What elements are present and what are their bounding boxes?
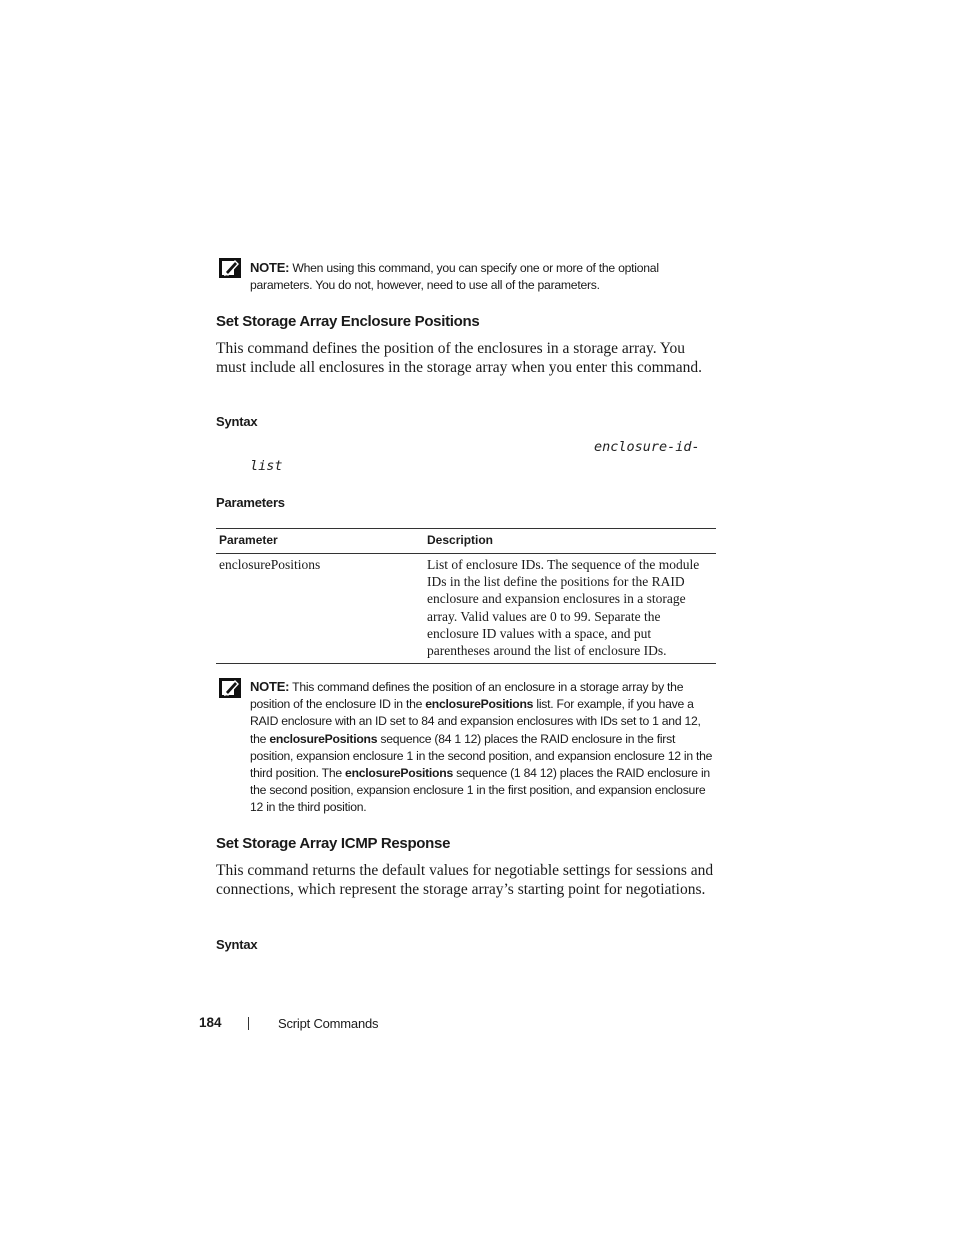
- note-icon: [219, 678, 241, 698]
- note-code-term: enclosurePositions: [345, 766, 453, 781]
- footer-divider: [248, 1017, 249, 1030]
- note-body-part: sequence (84 1 12) places the RAID enclosure in the first position, expansion enclosure 1 in the second position, and expansion enclosure 12 in the third position. The: [250, 731, 713, 781]
- note-text: [250, 678, 716, 817]
- syntax-code-line: list: [250, 458, 283, 474]
- syntax-heading: Syntax: [216, 414, 258, 429]
- parameters-table: [216, 528, 716, 664]
- parameters-heading: Parameters: [216, 495, 285, 510]
- footer-title: Script Commands: [278, 1016, 379, 1031]
- section-body: This command returns the default values for negotiable settings for sessions and connections, which represent the storage array’s starting point for negotiations.: [216, 862, 714, 898]
- note-icon: [219, 258, 241, 278]
- parameter-name: enclosurePositions: [216, 554, 424, 664]
- note-text: [250, 259, 716, 294]
- syntax-heading: Syntax: [216, 937, 258, 952]
- note-body-part: sequence (1 84 12) places the RAID enclosure in the second position, expansion enclosure 1 in the first position, and expansion enclosure 12 in the third position.: [250, 766, 710, 815]
- syntax-code-line: enclosure-id-: [594, 439, 700, 455]
- table-row: [216, 554, 716, 664]
- section-heading: Set Storage Array ICMP Response: [216, 835, 451, 852]
- table-header-row: [216, 529, 716, 554]
- section-heading: Set Storage Array Enclosure Positions: [216, 313, 480, 330]
- note-body-part: list. For example, if you have a RAID enclosure with an ID set to 84 and expansion enclosures with IDs set to 1 and 12, the: [250, 697, 701, 746]
- section-body: This command defines the position of the enclosures in a storage array. You must include all enclosures in the storage array when you enter this command.: [216, 340, 702, 376]
- note-body: When using this command, you can specify one or more of the optional parameters. You do not, however, need to use all of the parameters.: [250, 261, 659, 293]
- column-header: Description: [424, 529, 716, 554]
- parameter-description: List of enclosure IDs. The sequence of the module IDs in the list define the positions for the RAID enclosure and expansion enclosures in a storage array. Valid values are 0 to 99. Separate the enclosure ID values with a space, and put parentheses around the list of enclosure IDs.: [424, 554, 716, 664]
- note-body-part: This command defines the position of an enclosure in a storage array by the position of the enclosure ID in the: [250, 680, 684, 712]
- note-label: NOTE:: [250, 679, 290, 694]
- page-number: 184: [199, 1015, 222, 1030]
- note-label: NOTE:: [250, 260, 290, 275]
- note-code-term: enclosurePositions: [425, 697, 534, 712]
- note-code-term: enclosurePositions: [269, 731, 378, 746]
- column-header: Parameter: [216, 529, 424, 554]
